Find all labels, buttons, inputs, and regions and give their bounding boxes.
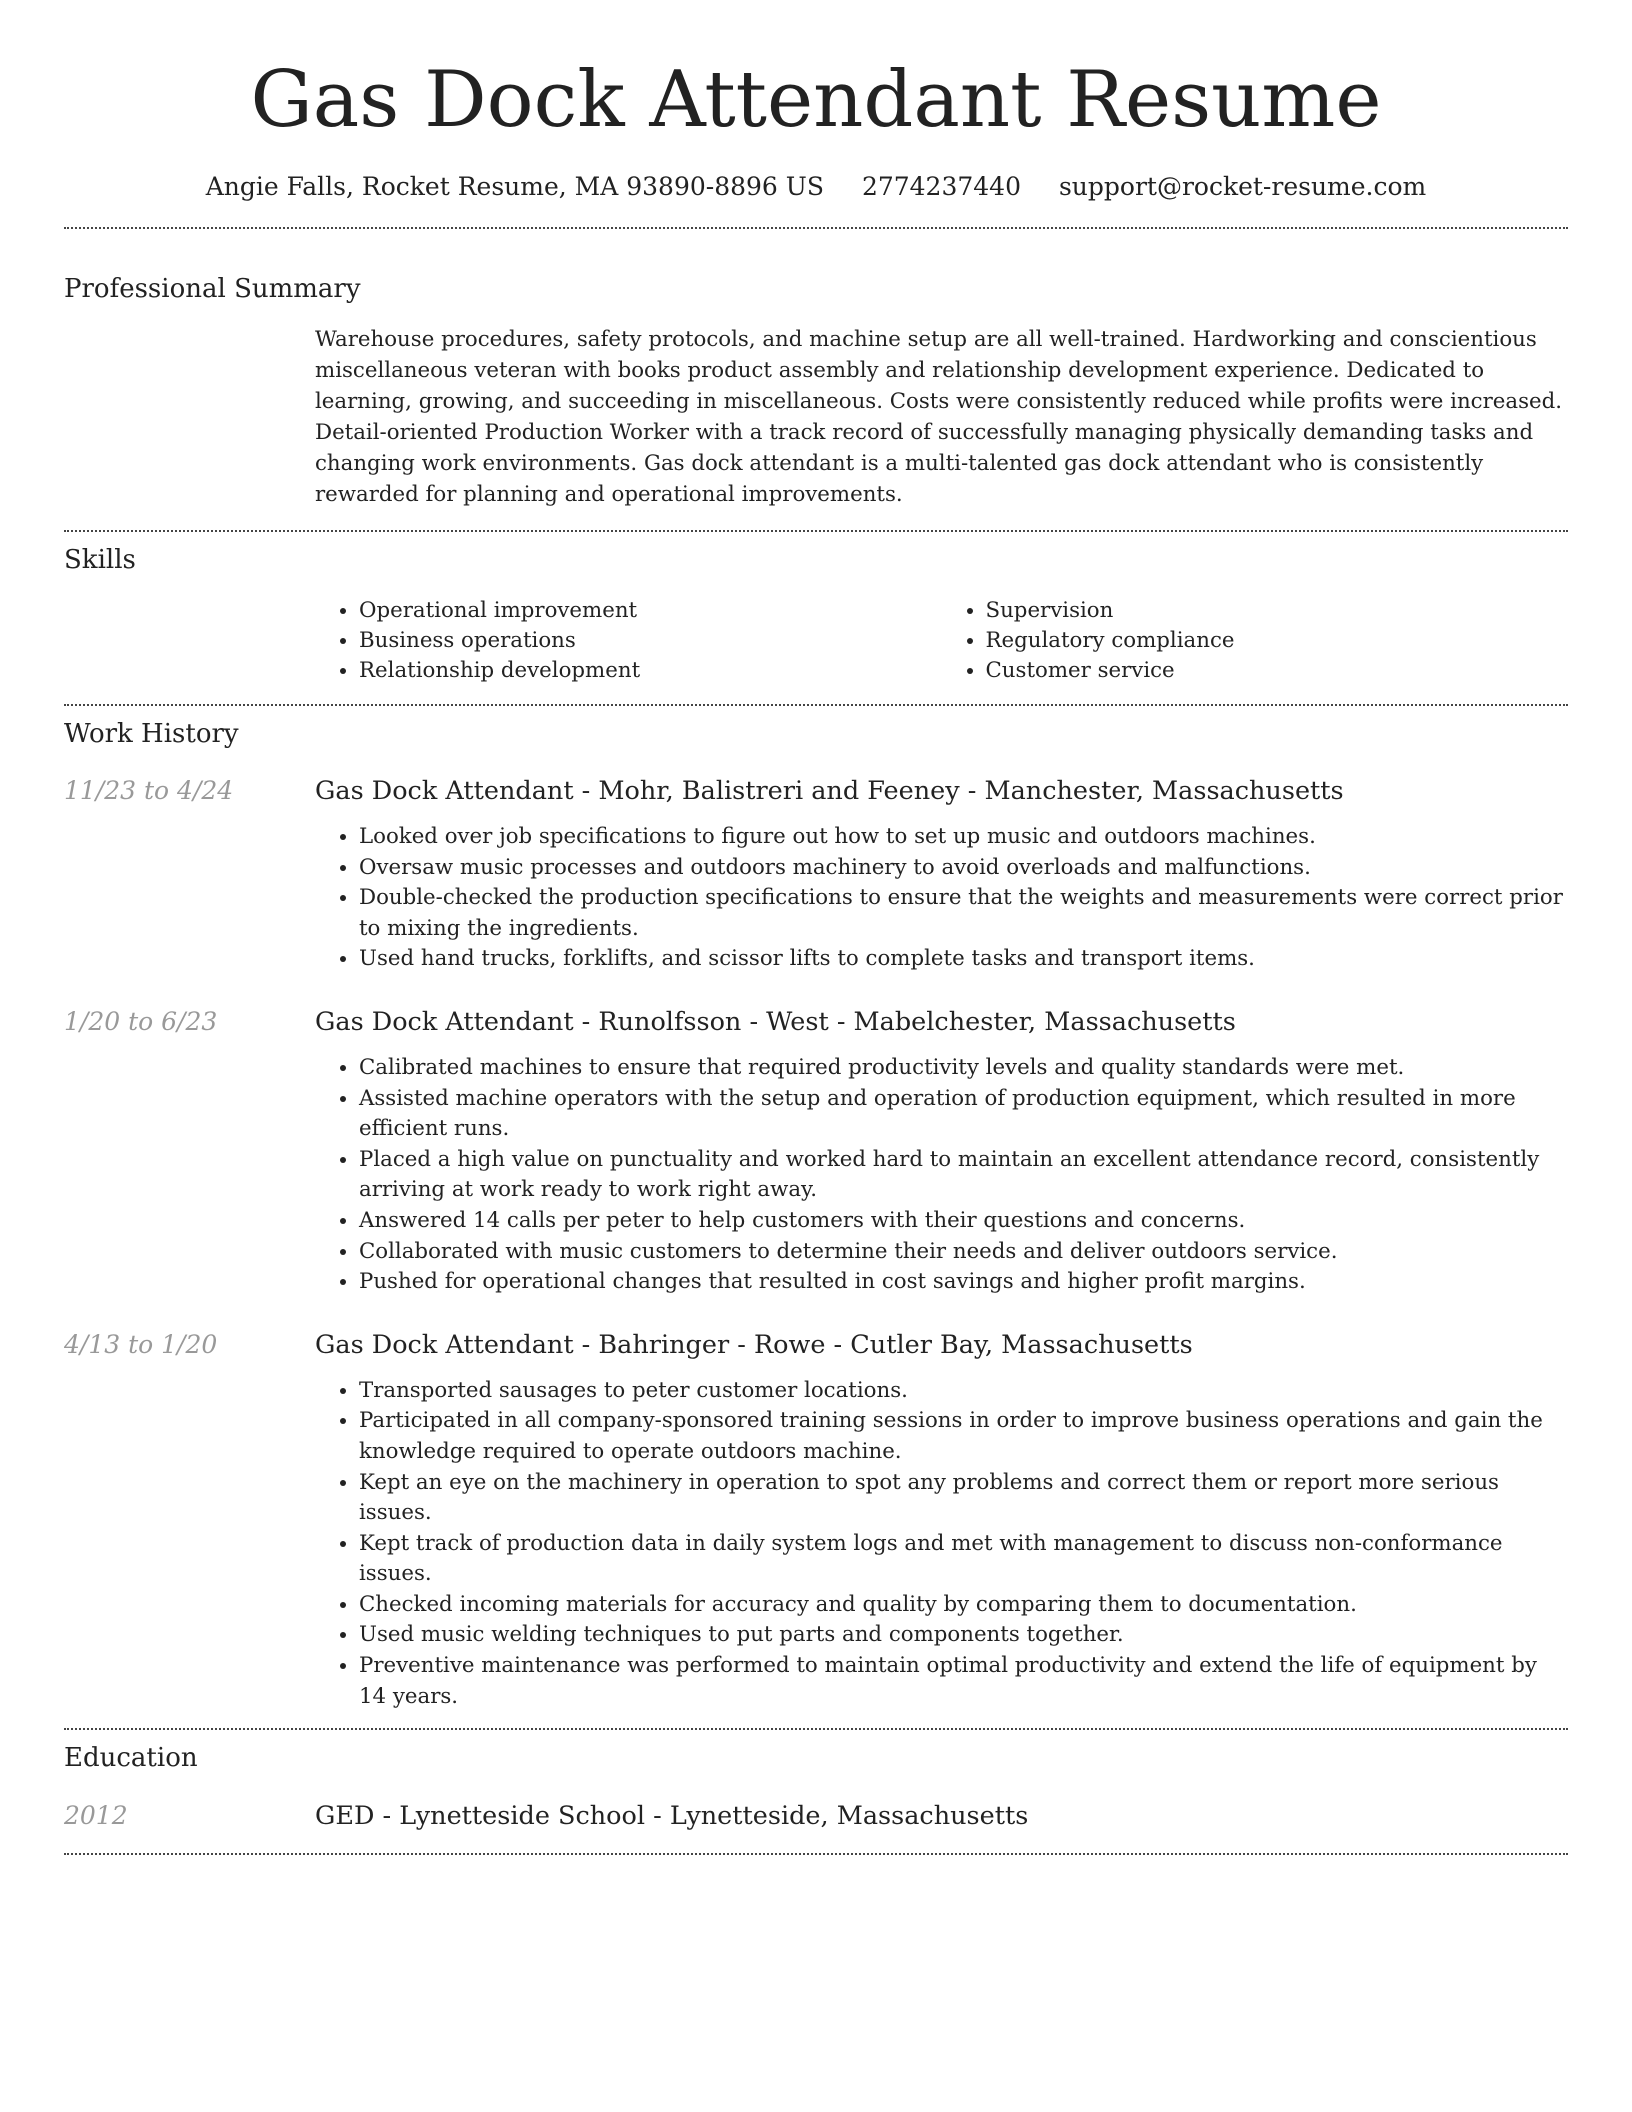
- resume-title: Gas Dock Attendant Resume: [250, 55, 1382, 145]
- contact-address: Angie Falls, Rocket Resume, MA 93890-8896 US: [205, 172, 824, 201]
- job-entry: [64, 774, 1568, 975]
- job-bullet: • Assisted machine operators with the setup and operation of production equipment, which resulted in more efficient runs.: [359, 1084, 1568, 1145]
- education-section: [64, 1741, 1568, 1833]
- job-bullet: • Answered 14 calls per peter to help customers with their questions and concerns.: [359, 1206, 1568, 1237]
- divider: [64, 704, 1568, 706]
- education-heading: Education: [64, 1743, 198, 1774]
- job-bullet: • Kept an eye on the machinery in operation to spot any problems and correct them or report more serious issues.: [359, 1468, 1568, 1529]
- divider: [64, 1728, 1568, 1730]
- skill-item: • Business operations: [359, 626, 942, 656]
- job-date: 11/23 to 4/24: [64, 776, 234, 805]
- job-bullet: • Double-checked the production specifications to ensure that the weights and measurements were correct prior to mixing the ingredients.: [359, 883, 1568, 944]
- skills-section: [64, 543, 1568, 686]
- divider: [64, 227, 1568, 229]
- skills-left-column: [315, 596, 942, 686]
- work-section: [64, 717, 1568, 1712]
- job-bullets: [315, 1053, 1568, 1298]
- job-bullets: [315, 1376, 1568, 1713]
- summary-heading: Professional Summary: [64, 274, 361, 304]
- skill-item: • Regulatory compliance: [986, 626, 1569, 656]
- divider: [64, 1853, 1568, 1855]
- skill-item: • Operational improvement: [359, 596, 942, 626]
- job-date: 1/20 to 6/23: [64, 1006, 218, 1036]
- education-detail: GED - Lynetteside School - Lynetteside, Massachusetts: [315, 1801, 1029, 1832]
- job-title: Gas Dock Attendant - Bahringer - Rowe - Cutler Bay, Massachusetts: [315, 1329, 1193, 1360]
- contact-email: support@rocket-resume.com: [1058, 172, 1427, 201]
- job-bullet: • Used music welding techniques to put parts and components together.: [359, 1620, 1568, 1651]
- job-entry: [64, 1005, 1568, 1298]
- contact-line: [64, 170, 1568, 204]
- job-bullet: • Calibrated machines to ensure that required productivity levels and quality standards were met.: [359, 1053, 1568, 1084]
- job-bullet: • Checked incoming materials for accuracy and quality by comparing them to documentation.: [359, 1590, 1568, 1621]
- education-entry: [64, 1799, 1568, 1833]
- job-title: Gas Dock Attendant - Runolfsson - West - Mabelchester, Massachusetts: [315, 1006, 1236, 1037]
- job-title: Gas Dock Attendant - Mohr, Balistreri and Feeney - Manchester, Massachusetts: [315, 776, 1344, 806]
- job-bullet: • Pushed for operational changes that resulted in cost savings and higher profit margins.: [359, 1267, 1568, 1298]
- skills-list: [315, 596, 1568, 686]
- job-bullet: • Used hand trucks, forklifts, and scissor lifts to complete tasks and transport items.: [359, 944, 1568, 975]
- job-bullet: • Oversaw music processes and outdoors machinery to avoid overloads and malfunctions.: [359, 853, 1568, 884]
- divider: [64, 530, 1568, 532]
- contact-phone: 2774237440: [861, 172, 1021, 201]
- skill-item: • Supervision: [986, 596, 1569, 626]
- skills-heading: Skills: [64, 545, 136, 575]
- summary-text: Warehouse procedures, safety protocols, and machine setup are all well-trained. Hardworking and conscientious miscellaneous veteran with books product assembly and relationship development experience. Dedicated to learning, growing, and succeeding in miscellaneous. Costs were consistently reduced while profits were increased. Detail-oriented Production Worker with a track record of successfully managing physically demanding tasks and changing work environments. Gas dock attendant is a multi-talented gas dock attendant who is consistently rewarded for planning and operational improvements.: [315, 327, 1563, 507]
- skill-item: • Customer service: [986, 656, 1569, 686]
- job-bullet: • Collaborated with music customers to determine their needs and deliver outdoors service.: [359, 1237, 1568, 1268]
- job-bullet: • Participated in all company-sponsored training sessions in order to improve business operations and gain the knowledge required to operate outdoors machine.: [359, 1406, 1568, 1467]
- job-bullet: • Transported sausages to peter customer locations.: [359, 1376, 1568, 1407]
- job-entry: [64, 1328, 1568, 1713]
- job-bullet: • Placed a high value on punctuality and worked hard to maintain an excellent attendance record, consistently arriving at work ready to work right away.: [359, 1145, 1568, 1206]
- job-bullet: • Kept track of production data in daily system logs and met with management to discuss non-conformance issues.: [359, 1529, 1568, 1590]
- resume-page: [64, 0, 1568, 1855]
- education-date: 2012: [64, 1801, 128, 1831]
- skills-right-column: [942, 596, 1569, 686]
- work-heading: Work History: [64, 719, 239, 749]
- job-bullet: • Preventive maintenance was performed to maintain optimal productivity and extend the life of equipment by 14 years.: [359, 1651, 1568, 1712]
- summary-section: [64, 272, 1568, 510]
- job-bullets: [315, 822, 1568, 975]
- skill-item: • Relationship development: [359, 656, 942, 686]
- job-bullet: • Looked over job specifications to figure out how to set up music and outdoors machines.: [359, 822, 1568, 853]
- job-date: 4/13 to 1/20: [64, 1329, 218, 1359]
